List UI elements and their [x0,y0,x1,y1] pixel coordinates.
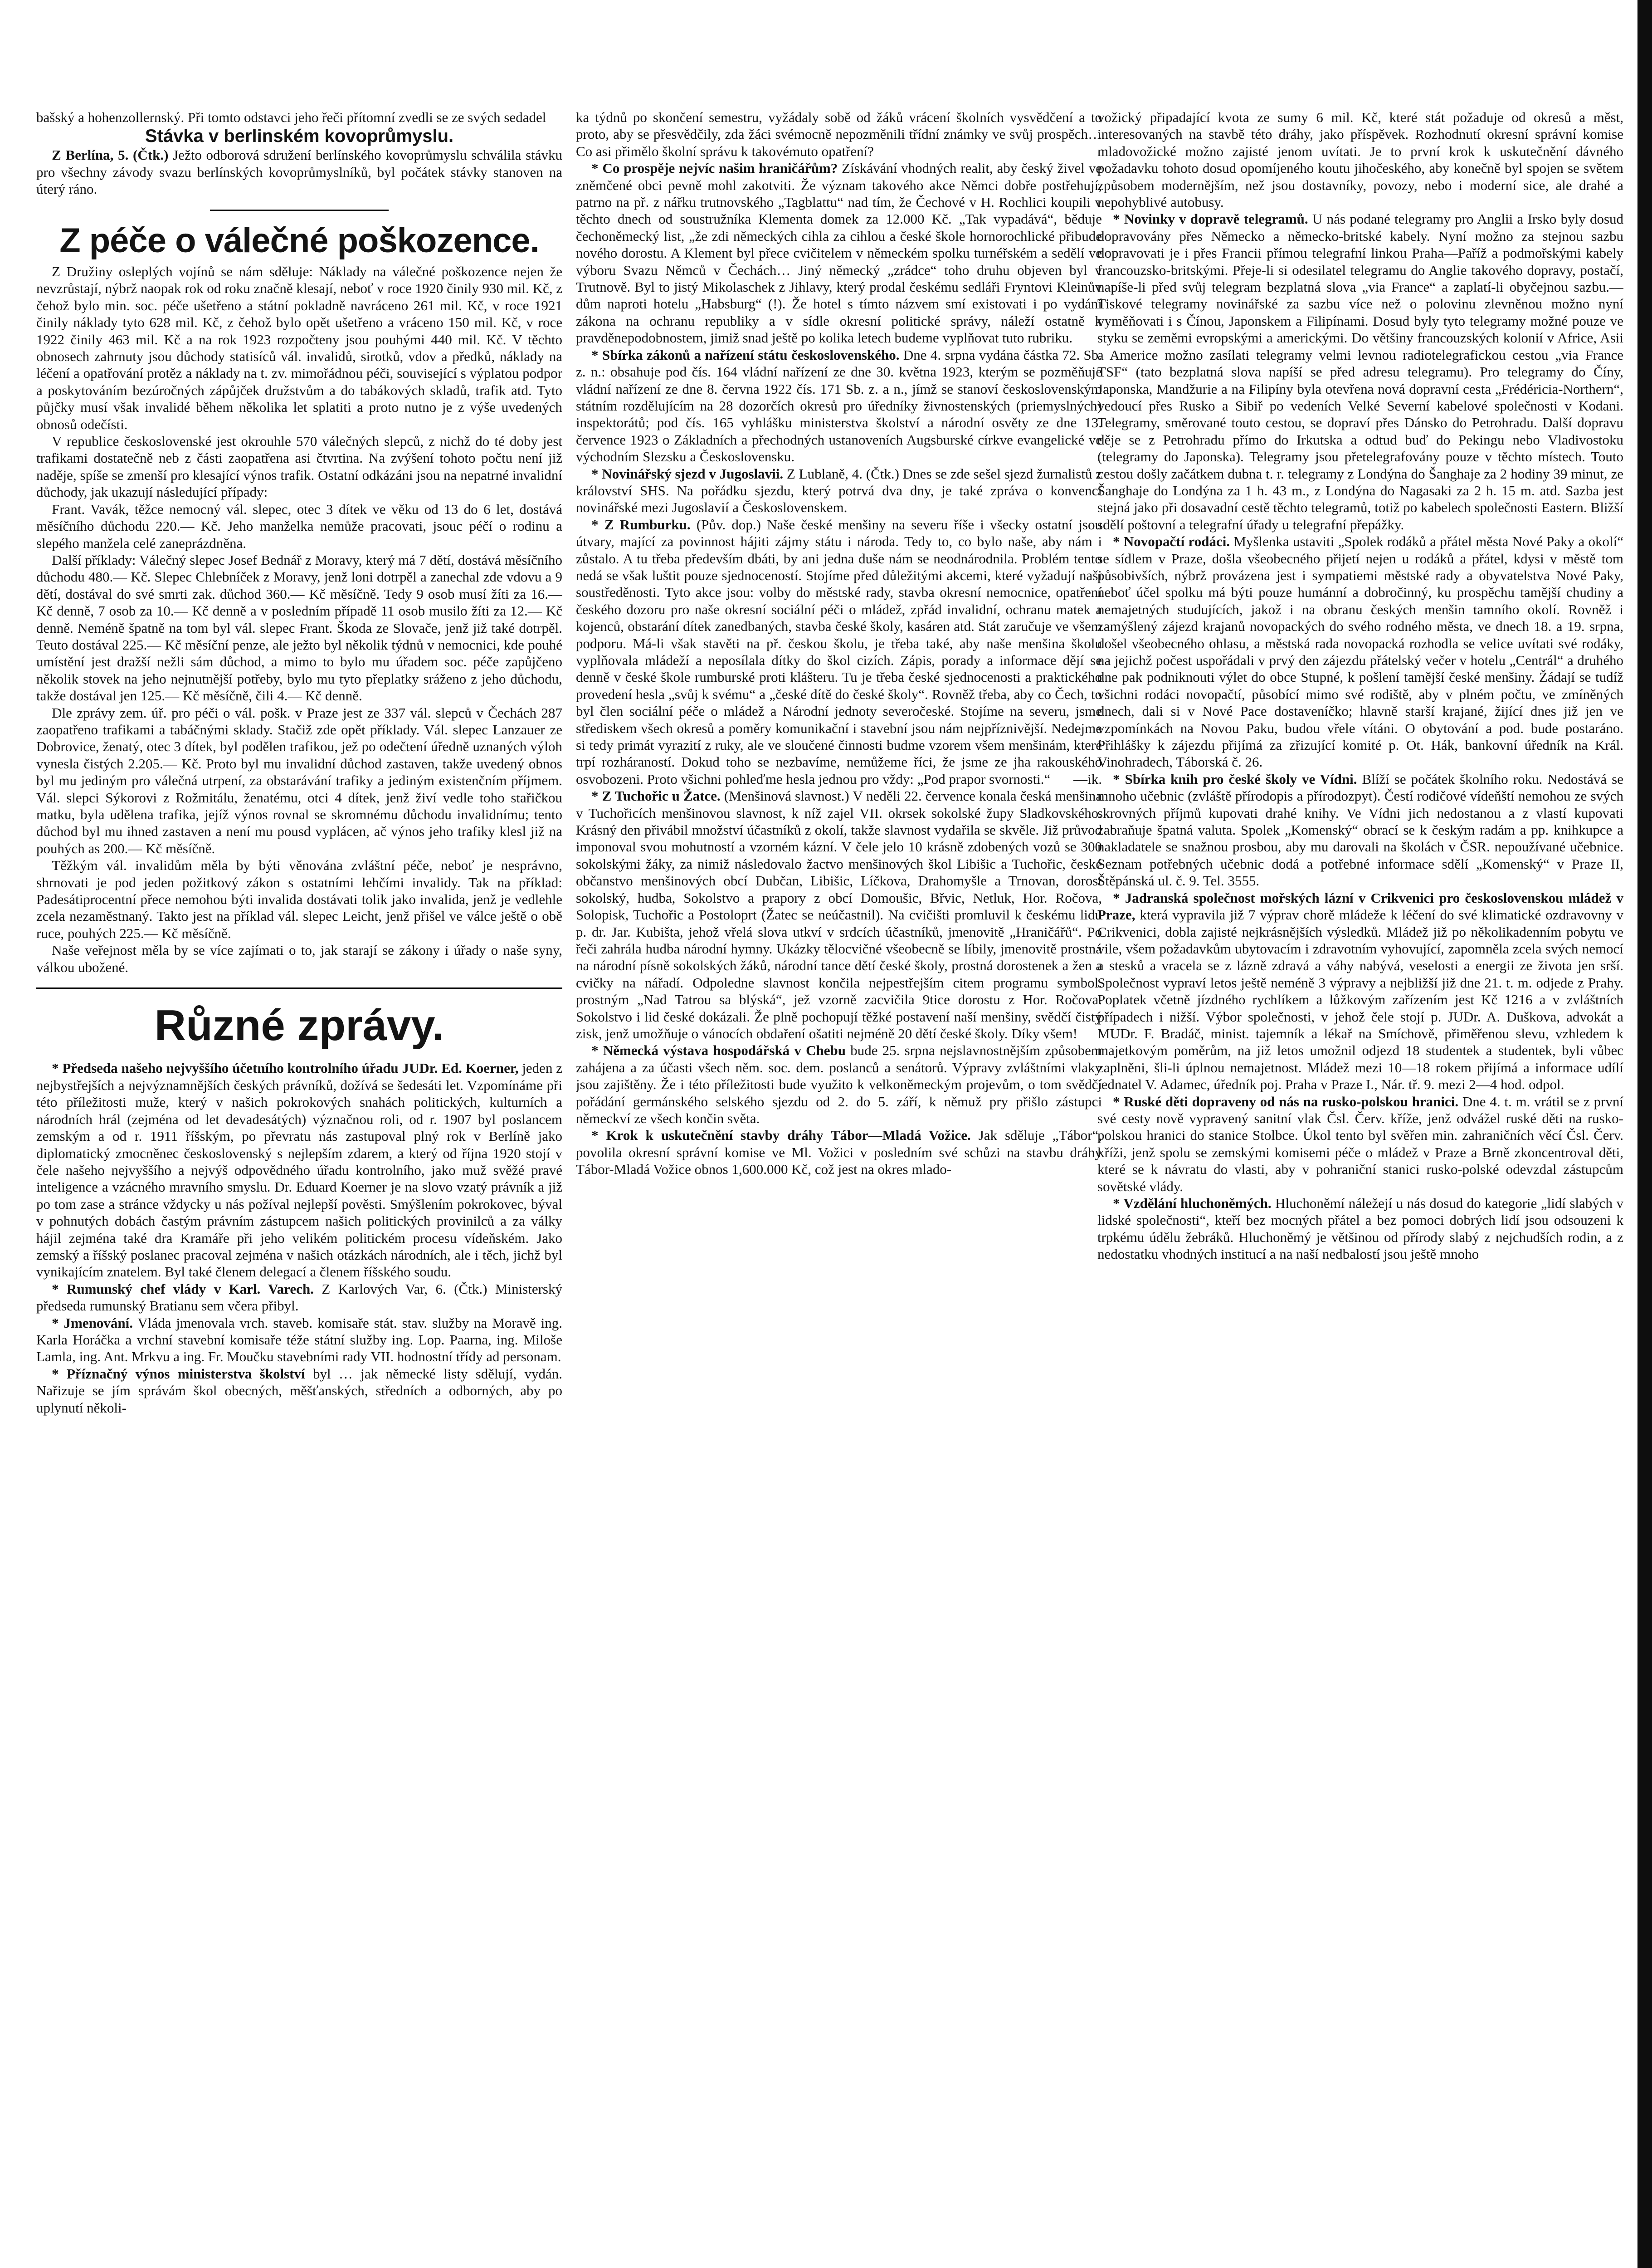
article-paragraph: Z Družiny osleplých vojínů se nám sděluje: Náklady na válečné poškozence nejen že nevzrůstají, nýbrž naopak rok od roku značně klesají, neboť v roce 1920 činily 930 mil. Kč, z čehož bylo min. soc. péče ušetřeno a státní pokladně navráceno 261 mil. Kč, v roce 1921 činily náklady tyto 628 mil. Kč, z čehož bylo opět ušetřeno a vráceno 150 mil. Kč, v roce 1922 činily 463 mil. Kč a na rok 1923 rozpočteny jsou pouhými 440 mil. Kč. V těchto obnosech zahrnuty jsou důchody statisíců vál. invalidů, sirotků, vdov a předků, náklady na léčení a opatřování protěz a náklady na t. zv. mimořádnou péči, související s výplatou podpor a poskytováním bezúročných zápůjček družstvům a do tabákových skladů, trafik atd. Tyto půjčky musí však invalidé během několika let splatiti a proto nutno je z výše uvedených obnosů odečísti. [36,264,562,432]
divider [210,210,389,211]
news-lead: * Krok k uskutečnění stavby dráhy Tábor—Mladá Vožice. [591,1127,971,1144]
news-paragraph [576,787,1102,1042]
news-lead: * Jadranská společnost mořských lázní v Crikvenici pro československou mládež v Praze, [1097,890,1623,923]
news-paragraph [36,1281,562,1315]
news-paragraph [576,1042,1102,1127]
news-text: Ježto odborová sdružení berlínského kovoprůmyslu schválila stávku pro všechny závody svazu berlínských kovoprůmyslníků, byl počátek stávky stanoven na úterý ráno. [36,147,562,197]
news-text: jeden z nejbystřejších a nejvýznamnějších českých právníků, dožívá se šedesáti let. Vzpomínáme při této příležitosti muže, který v našich pokrokových snahách politických, kulturních a národních hrál (zejména od let devadesátých) význačnou roli, od r. 1907 byl poslancem zemským a od r. 1911 říšským, po převratu nás zastupoval plný rok v Berlíně jako diplomatický zmocněnec československý s nejlepším zdarem, a který od října 1920 stojí v čele našeho nejvyššího a nejvýš odpovědného úřadu kontrolního, jako muž svěžé pravé inteligence a vzácného mravního smyslu. Dr. Eduard Koerner je na slovo vzatý právník a již po tom zase a stránce vždycky u nás požíval nejlepší pověsti. Smýšlením pokrokovec, býval v pohnutých dobách častým právním zástupcem našich politických provinilců a za války hájil zejména také dra Kramáře při jeho velikém politickém procesu vídeňském. Jako zemský a říšský poslanec pracoval zejména v našich otázkách národních, ale i těch, jichž byl vynikajícím znatelem. Byl také členem delegací a členem říšského soudu. [36,1060,562,1280]
news-text: Z Karlových Var, 6. (Čtk.) Ministerský předseda rumunský Bratianu sem včera přibyl. [36,1281,562,1314]
news-text: Dne 4. t. m. vrátil se z první své cesty nově vypravený sanitní vlak Čsl. Červ. kříže, jenž odvážel ruské děti na rusko-polskou hranici do stanice Stolbce. Úkol tento byl svěřen min. zahraničních věcí Čsl. Červ. kříži, jenž spolu se zemskými komisemi péče o mládež v Praze a Brně zkoncentroval děti, které se k návratu do vlasti, aby v pohraniční stanici rusko-polské odevzdal zástupcům sovětské vlády. [1097,1093,1623,1194]
news-text: Jak sděluje „Tábor“, povolila okresní správní komise ve Ml. Vožici v posledním své schůzi na stavbu dráhy Tábor-Mladá Vožice obnos 1,600.000 Kč, což jest na okres mlado- [576,1127,1102,1178]
news-paragraph [36,1060,562,1280]
news-paragraph [1097,771,1623,890]
news-text: (Menšinová slavnost.) V neděli 22. července konala česká menšina v Tuchořicích menšinovou slavnost, k níž zajel VII. okrsek sokolské župy Sladkovského. Krásný den přivábil množství účastníků z okolí, takže slavnost vydařila se skvěle. Již průvod imponoval svou mohutností a vzorném kázní. V čele jelo 10 krásně zdobených vozů se 300 sokolskými žáky, za nimiž následovalo žactvo menšinových škol Libišic a Tuchořic, české občanstvo menšinových obcí Dubčan, Libišic, Líčkova, Drahomyšle a Trnovan, dorost sokolský, hudba, Sokolstvo a prapory z obcí Domoušic, Břvic, Netluk, Hor. Ročova, Solopisk, Tuchořic a Postoloprt (Žatec se neúčastnil). Na cvičišti promluvil k českému lidu p. dr. Jar. Kubišta, jehož vřelá slova utkví v srdcích účastníků, jmenovitě „Hraničářů“. Po řeči zahrála hudba národní hymny. Ukázky tělocvičné všeobecně se líbily, jmenovitě prostná na národní písně sokolských žáků, národní tance dětí české školy, prostná dorostenek a žen a cvičky na nářadí. Odpoledne slavnost končila nejpestřejším citem programu symbol. prostným „Nad Tatrou sa blýská“, jež vzorně zacvičila 9tice dorostu z Hor. Ročova. Sokolstvo i lid české dokázali. Že plně pochopují těžké postavení naší menšiny, svědčí čistý zisk, jenž umožňuje o vánocích obdaření ošatiti nejméně 20 dětí české školy. Díky všem! [576,788,1102,1041]
news-paragraph [1097,1195,1623,1263]
news-lead: Z Berlína, 5. (Čtk.) [52,147,169,163]
news-lead: * Předseda našeho nejvyššího účetního kontrolního úřadu JUDr. Ed. Koerner, [52,1060,519,1076]
news-text: Získávání vhodných realit, aby český živel ve zněmčené obci pevně mohl zakotviti. Že význam takového akce Němci dobře postřehují, patrno na př. z nářku trutnovského „Tagblattu“ nad tím, že Čechové v H. Rochlici koupili v těchto dnech od soustružníka Klementa domek za 12.000 Kč. „Tak vypadává“, běduje čechoněmecký list, „že zdi německých cihla za cihlou a české škole hornorochlické přibude nového dorostu. A Klement byl přece cvičitelem v německém spolku turnéřském a sedělí ve výboru Svazu Němců v Čechách… Jiný německý „zrádce“ toho druhu objeven byl v Trutnově. Byl to jistý Mikolaschek z Jihlavy, který prodal českému sedláři Fryntovi Kleinův dům naproti hotelu „Habsburg“ (!). Že hotel s tímto názvem smí existovati i po vydání zákona na ochranu republiky a v sídle okresní politické správy, náleží ostatně k pravděnepodobnostem, jimiž snad ještě po kolika letech budeme vyplňovat tuto rubriku. [576,160,1102,346]
scan-edge-bar [1637,0,1652,2268]
news-text: (Pův. dop.) Naše české menšiny na severu říše i všecky ostatní jsou útvary, mající za povinnost hájiti zájmy státu i národa. Tedy to, co bylo naše, aby nám i zůstalo. A tu třeba především dbáti, by ani jedna duše nám se neodnárodnila. Problém tento nedá se však luštit pouze sjednoceností. Stojíme před důležitými akcemi, které vyžadují naši soustředěnosti. Tyto akce jsou: volby do městské rady, stavba okresní nemocnice, opatření českého dozoru pro naše okresní sociální péči o mládež, zpřád invalidní, ochranu matek a kojenců, obstarání dítek zanedbaných, stavba české školy, kasáren atd. Stát zaručuje ve všem podporu. Má-li však stavěti na př. českou školu, je třeba také, aby naše menšina školu vyplňovala mládeží a neposílala dítky do škol cizích. Zápis, porady a informace dějí se denně v české škole rumburské proti klášteru. Tu je třeba české sjednocenosti a praktického provedení hesla „svůj k svému“ a „české dítě do české školy“. Rovněž třeba, aby co Čech, to byl člen sociální péče o mládež a Národní jednoty severočeské. Stojíme na severu, jsme střediskem všech okresů a poměry komunikační i stavební jsou nám nejpříznivější. Nedejme si tedy primát vyrazití z ruky, ale ve sloučené činnosti budme vzorem všem menšinám, které trpí rozháraností. Dokud toho se nezbavíme, nemůžeme říci, že jsme ze jha rakouského osvobozeni. Proto všichni pohleďme hesla jednou pro vždy: „Pod prapor svornosti.“ [576,516,1102,787]
news-lead: * Z Tuchořic u Žatce. [591,788,721,804]
news-lead: * Novopačtí rodáci. [1113,533,1230,550]
news-text: Dne 4. srpna vydána částka 72. Sb. z. n.: obsahuje pod čís. 164 vládní nařízení ze dne 30. května 1923, kterým se pozměňuje vládní nařízení ze dne 8. června 1922 čís. 171 Sb. z. a n., jímž se stanoví československým státním rozdělujícím na 28 dozorčích okresů pro úředníky živnostenských (priemyslných) inspektorátů; pod čís. 165 vyhlášku ministerstva školství a národní osvěty ze dne 13. července 1923 o Základních a přechodných ustanoveních Augsburské církve evangelické ve východním Slezsku a Československu. [576,347,1102,465]
column-3 [1097,109,1623,2268]
continued-paragraph: bašský a hohenzollernský. Při tomto odstavci jeho řeči přítomní zvedli se ze svých sedadel [36,109,546,125]
column-1 [36,109,562,2268]
news-paragraph [1097,210,1623,533]
news-lead: * Rumunský chef vlády v Karl. Varech. [52,1281,314,1297]
news-lead: * Z Rumburku. [591,516,691,533]
news-paragraph [576,516,1102,788]
headline-war-invalids: Z péče o válečné poškozence. [59,221,539,260]
news-lead: * Sbírka knih pro české školy ve Vídni. [1113,771,1357,787]
news-lead: * Jmenování. [52,1315,133,1331]
news-paragraph [576,160,1102,346]
article-paragraph: V republice československé jest okrouhle 570 válečných slepců, z nichž do té doby jest trafikami dostatečně neb z části zaopatřena asi čtvrtina. Na zvýšení tohoto počtu není již naděje, spíše se zmenší pro klesající výnos trafik. Ostatní odkázáni jsou na nepatrné invalidní důchody, jak ukazují následující případy: [36,433,562,500]
news-paragraph [1097,1093,1623,1195]
news-text: Myšlenka ustaviti „Spolek rodáků a přátel města Nové Paky a okolí“ se sídlem v Praze, došla všeobecného přijetí nejen u rodáků a přátel, kdysi v městě tom působivších, nýbrž provázena jest i sympatiemi městské rady a obyvatelstva Nové Paky, neboť účel spolku má býti pouze humánní a dobročinný, ku prospěchu tamější chudiny a nemajetných studujících, jakož i na obranu českých menšin tamního okolí. Rovněž i zamýšlený zájezd krajanů novopackých do svého rodného města, ve dnech 18. a 19. srpna, došel všeobecného ohlasu, a městská rada novopacká rozhodla se velice uvítati své rodáky, na jejichž počest uspořádali v prvý den zájezdu přátelský večer v hotelu „Centrál“ a druhého dne pak podniknouti výlet do obce Stupné, k pošlení tamější české menšiny. Žádají se tudíž všichni rodáci novopačtí, působící mimo své rodiště, aby v plném počtu, ve zmíněných dnech, dali si v Nové Pace dostaveníčko; hlavně starší krajané, žijící dnes již jen ve vzpomínkách na Novou Paku, budou vřele vítáni. O obytování a pod. bude postaráno. Přihlášky k zájezdu přijímá za zřizující komité p. Ot. Hák, bankovní úředník na Král. Vinohradech, Táborská č. 26. [1097,533,1623,770]
news-text: která vypravila již 7 výprav chorě mládeže k léčení do své klimatické ozdravovny v Crikvenici, dobla zajisté nejkrásnějších výsledků. Mládež již po několikadenním pobytu ve vile, všem požadavkům ubytovacím i zdravotním vyhovující, zapomněla zcela svých nemocí a stesků a vracela se z lázně zdravá a váhy nabývá, veselosti a energii ze života jen srší. Společnost vypraví letos ještě neméně 3 výpravy a nejbližší již dne 21. t. m. odjede z Prahy. Poplatek včetně jízdného rychlíkem a lůžkovým zařízením jest Kč 1216 a v zvláštních případech i nižší. Výbor společnosti, v jehož čele stojí p. JUDr. A. Duškova, advokát a MUDr. F. Bradáč, minist. tajemník a lékař na Smíchově, přiměřenou slevu, vzhledem k majetkovým poměrům, na již letos umožnil odjezd 18 studentek a studentek, byli vůbec zaplněni, šli-li úplnou nemajetnost. Mládež mezi 10—18 rokem přijímá a informace udílí jednatel V. Adamec, úředník poj. Praha v Praze I., Nár. tř. 9. mezi 2—4 hod. odpol. [1097,907,1623,1093]
author-signature: —ik. [1073,771,1102,787]
news-paragraph [1097,533,1623,771]
news-text: Blíží se počátek školního roku. Nedostává se mnoho učebnic (zvláště přírodopis a přírodozpyt). Čestí rodičové vídeňští nemohou ze svých skrovných příjmů kupovati drahé knihy. Ve Vídni jich nedostanou a z vlastí kupovati zabraňuje špatná valuta. Spolek „Komenský“ obrací se k českým radám a pp. knihkupce a nakladatele se snažnou prosbou, aby mu darovali na školách v ČSR. nepoužívané učebnice. Seznam potřebných učebnic dodá a potřebné informace sdělí „Komenský“ v Praze II, Štěpánská ul. č. 9. Tel. 3555. [1097,771,1623,889]
news-paragraph [36,1315,562,1365]
news-paragraph [1097,890,1623,1093]
news-lead: * Novinky v dopravě telegramů. [1113,211,1308,227]
article-paragraph: Dle zprávy zem. úř. pro péči o vál. pošk. v Praze jest ze 337 vál. slepců v Čechách 287 zaopatřeno trafikami a tabáčnými sklady. Stačiž zde opět příklady. Vál. slepec Lanzauer ze Dobrovice, ženatý, otec 3 dítek, byl podělen trafikou, jež po odečtení úředně uznaných výloh vynesla čistých 2.205.— Kč. Proto byl mu invalidní důchod zastaven, takže uvedený obnos byl mu jediným pro válečná utrpení, za obstarávání trafiky a jediným existenčním příjmem. Vál. slepci Sýkorovi z Rožmitálu, ženatému, otci 4 dítek, jenž živí vedle toho stařičkou matku, byla udělena trafika, jejíž výnos rovnal se skromnému důchodu invalidnímu; tento důchod byl mu ihned zastaven a není mu pousd vyplácen, ač výnos jeho trafiky klesl již na pouhých as 200.— Kč měsíčně. [36,704,562,856]
article-paragraph: Těžkým vál. invalidům měla by býti věnována zvláštní péče, neboť je nesprávno, shrnovati je pod jeden požitkový zákon s ostatními lehčími invalidy. Tak na příklad: Padesátiprocentní přece nemohou býti invalida dostávati tolik jako invalida, jenž je vedlehle zcela nezaměstnaný. Takto jest na příklad vál. slepec Leicht, jenž přišel ve válce ještě o obě ruce, pouhých 225.— Kč měsíčně. [36,857,562,941]
section-heading-misc: Různé zprávy. [154,1001,444,1050]
news-lead: * Sbírka zákonů a nařízení státu československého. [591,347,900,363]
news-text: Vláda jmenovala vrch. staveb. komisaře stát. stav. služby na Moravě ing. Karla Horáčka a vrchní stavební komisaře téže státní služby ing. Lop. Paarna, ing. Miloše Lamla, ing. Ant. Mrkvu a ing. Fr. Moučku stavebními rady VII. hodnostní třídy ad personam. [36,1315,562,1365]
continued-paragraph: ka týdnů po skončení semestru, vyžádaly sobě od žáků vrácení školních vysvědčení a to proto, aby se přesvědčily, zda žáci svémocně nepozměnili třídní známky ve svůj prospěch… Co asi přimělo školní správu k takovémuto opatření? [576,109,1102,159]
news-text: Z Lublaně, 4. (Čtk.) Dnes se zde sešel sjezd žurnalistů z království SHS. Na pořádku sjezdu, který potrvá dva dny, je také zpráva o konvenci novinářské mezi Jugoslavií a Československem. [576,465,1102,516]
news-paragraph [576,347,1102,465]
column-2 [576,109,1102,2268]
news-lead: * Ruské děti dopraveny od nás na rusko-polskou hranici. [1113,1093,1459,1110]
news-text: Hluchoněmí náležejí u nás dosud do kategorie „lidí slabých v lidské společnosti“, kteří bez mocných přátel a bez pomoci dobrých lidí jsou odsouzeni k trpkému údělu žebráků. Hluchoněmý je většinou od přírody slabý z nejchudších rodin, a z nedostatku vhodných institucí a na naší nedbalostí jsou ještě mnoho [1097,1195,1623,1262]
news-lead: * Vzdělání hluchoněmých. [1113,1195,1272,1211]
article-paragraph: Další příklady: Válečný slepec Josef Bednář z Moravy, který má 7 dětí, dostává měsíčního důchodu 480.— Kč. Slepec Chlebníček z Moravy, jenž loni dotrpěl a zanechal zde vdovu a 9 dětí, dostával do své smrti zak. důchod 360.— Kč měsíčně. Tedy 9 osob musí žíti za 16.— Kč denně, 7 osob za 10.— Kč denně a v posledním případě 11 osob musilo žíti za 12.— Kč denně. Neméně špatně na tom byl vál. slepec Frant. Škoda ze Slovače, jenž již také dotrpěl. Teuto dostával 225.— Kč měsíční penze, ale ježto byl několik týdnů v nemocnici, kde pouhé umístění jest dražší nežli sám důchod, a mimo to bylo mu úřadem soc. péče zapůjčeno několik stovek na jeho nejnutnější potřeby, bylo mu tyto přeplatky sráženo z jeho důchodu, takže dostával jen 125.— Kč měsíčně, čili 4.— Kč denně. [36,552,562,704]
news-paragraph [36,147,562,197]
news-lead: * Co prospěje nejvíc našim hraničářům? [591,160,838,176]
news-lead: * Příznačný výnos ministerstva školství [52,1365,305,1382]
news-lead: * Německá výstava hospodářská v Chebu [591,1042,846,1059]
headline-strike: Stávka v berlinském kovoprůmyslu. [145,126,454,147]
news-paragraph [576,1127,1102,1178]
news-lead: * Novinářský sjezd v Jugoslavii. [591,465,784,482]
article-paragraph: Frant. Vavák, těžce nemocný vál. slepec, otec 3 dítek ve věku od 13 do 6 let, dostává měsíčního důchodu 220.— Kč. Jeho manželka nemůže pracovati, jsouc péčí o rodinu a slepého manžela celé zaneprázdněna. [36,501,562,551]
news-text: bude 25. srpna nejslavnostnějším způsobem zahájena a za účasti všech něm. soc. dem. poslanců a senátorů. Výpravy zvláštními vlaky jsou zajištěny. Že i této příležitosti bude využito k velkoněmeckým projevům, o tom svědčí pořádání germánského selského sjezdu od 2. do 5. září, k němuž pry přišlo zástupci německví ze všech končin světa. [576,1042,1102,1126]
news-paragraph [36,1365,562,1416]
article-paragraph: Naše veřejnost měla by se více zajímati o to, jak starají se zákony i úřady o naše syny, válkou ubožené. [36,942,562,975]
news-text: byl … jak německé listy sdělují, vydán. Nařizuje se jím správám škol obecných, měšťanských, středních a odborných, aby po uplynutí několi- [36,1365,562,1416]
news-paragraph [576,465,1102,516]
divider [36,987,562,989]
news-text: U nás podané telegramy pro Anglii a Irsko byly dosud dopravovány přes Německo a německo-britské kabely. Nyní možno za stejnou sazbu dopravovati je i přes Francii přímou telegrafní linkou Praha—Paříž a podmořskými kabely francouzsko-britskými. Přeje-li si odesilatel telegramu do Anglie takového dopravy, postačí, napíše-li před svůj telegram bezplatná slova „via France“ a zaplatí-li obyčejnou sazbu.— Tiskové telegramy novinářské za sazbu více než o polovinu zlevněnou možno nyní vyměňovati i s Čínou, Japonskem a Filipínami. Dosud byly tyto telegramy možné pouze ve styku se zeměmi evropskými a americkými. Do většiny francouzských kolonií v Africe, Asii a Americe možno zasílati telegramy velmi levnou radiotelegrafickou cestou „via France TSF“ (tato bezplatná slova napíší se před adresu telegramu). Pro telegramy do Číny, Japonska, Mandžurie a na Filipíny byla otevřena nová dopravní cesta „Frédéricia-Northern“, vedoucí přes Rusko a Sibiř po vedeních Velké Severní kabelové společnosti v Kodani. Telegramy, směrované touto cestou, se dopraví přes Dánsko do Petrohradu. Další dopravu děje se z Petrohradu přímo do Irkutska a odtud buď do Pekingu nebo Vladivostoku (telegramy do Japonska). Telegramy jsou přetelegrafovány pouze v těchto místech. Touto cestou došly začátkem dubna t. r. telegramy z Londýna do Šanghaje za 2 hodiny 39 minut, ze Šanghaje do Londýna za 1 h. 43 m., z Londýna do Nagasaki za 2 h. 15 m. atd. Sazba jest stejná jako při dosavadní cestě těchto telegramů, totiž po kabelech společnosti Eastern. Bližší sdělí poštovní a telegrafní úřady u telegrafní přepážky. [1097,211,1623,533]
continued-paragraph: vožický připadající kvota ze sumy 6 mil. Kč, které stát požaduje od okresů a měst, interesovaných na stavbě této dráhy, jako příspěvek. Rozhodnutí okresní správní komise mladovožické možno zajisté jenom uvítati. Je to první krok k uskutečnění dávného požadavku tohoto dosud opomíjeného koutu jihočeského, aby konečně byl spojen se světem způsobem modernějším, než jsou dostavníky, povozy, nebo i moderní sice, ale drahé a nepohyblivé autobusy. [1097,109,1623,210]
